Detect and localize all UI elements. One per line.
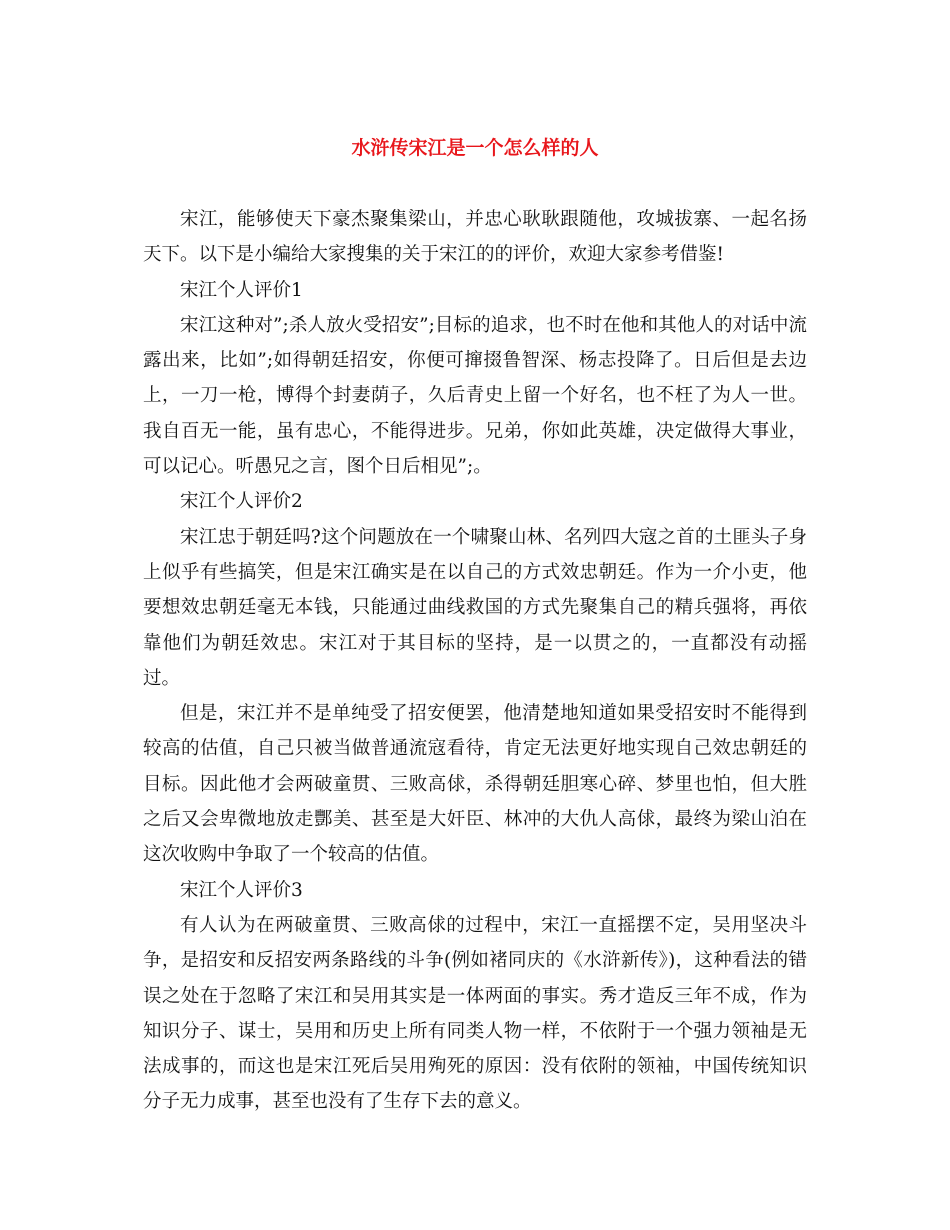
section-heading-1: 宋江个人评价1: [180, 279, 303, 301]
section-heading-2: 宋江个人评价2: [180, 491, 303, 513]
section3-paragraph-1: 有人认为在两破童贯、三败高俅的过程中，宋江一直摇摆不定，吴用坚决斗争，是招安和反招安两条路线的斗争(例如褚同庆的《水浒新传》)，这种看法的错误之处在于忽略了宋江和吴用其实是一体两面的事实。秀才造反三年不成，作为知识分子、谋士，吴用和历史上所有同类人物一样，不依附于一个强力领袖是无法成事的，而这也是宋江死后吴用殉死的原因：没有依附的领袖，中国传统知识分子无力成事，甚至也没有了生存下去的意义。: [143, 914, 807, 1113]
section2-paragraph-2: 但是，宋江并不是单纯受了招安便罢，他清楚地知道如果受招安时不能得到较高的估值，自己只被当做普通流寇看待，肯定无法更好地实现自己效忠朝廷的目标。因此他才会两破童贯、三败高俅，杀得朝廷胆寒心碎、梦里也怕，但大胜之后又会卑微地放走酆美、甚至是大奸臣、林冲的大仇人高俅，最终为梁山泊在这次收购中争取了一个较高的估值。: [143, 703, 807, 866]
section-heading-3: 宋江个人评价3: [180, 879, 303, 901]
page-title: 水浒传宋江是一个怎么样的人: [351, 137, 599, 159]
section2-paragraph-1: 宋江忠于朝廷吗?这个问题放在一个啸聚山林、名列四大寇之首的土匪头子身上似乎有些搞笑，但是宋江确实是在以自己的方式效忠朝廷。作为一介小吏，他要想效忠朝廷毫无本钱，只能通过曲线救国的方式先聚集自己的精兵强将，再依靠他们为朝廷效忠。宋江对于其目标的坚持，是一以贯之的，一直都没有动摇过。: [143, 526, 807, 689]
article-body: [143, 202, 807, 1120]
section1-paragraph-1: 宋江这种对”;杀人放火受招安”;目标的追求，也不时在他和其他人的对话中流露出来，比如”;如得朝廷招安，你便可撺掇鲁智深、杨志投降了。日后但是去边上，一刀一枪，博得个封妻荫子，久后青史上留一个好名，也不枉了为人一世。我自百无一能，虽有忠心，不能得进步。兄弟，你如此英雄，决定做得大事业，可以记心。听愚兄之言，图个日后相见”;。: [143, 314, 807, 478]
intro-paragraph: 宋江，能够使天下豪杰聚集梁山，并忠心耿耿跟随他，攻城拔寨、一起名扬天下。以下是小编给大家搜集的关于宋江的的评价，欢迎大家参考借鉴!: [143, 209, 807, 266]
